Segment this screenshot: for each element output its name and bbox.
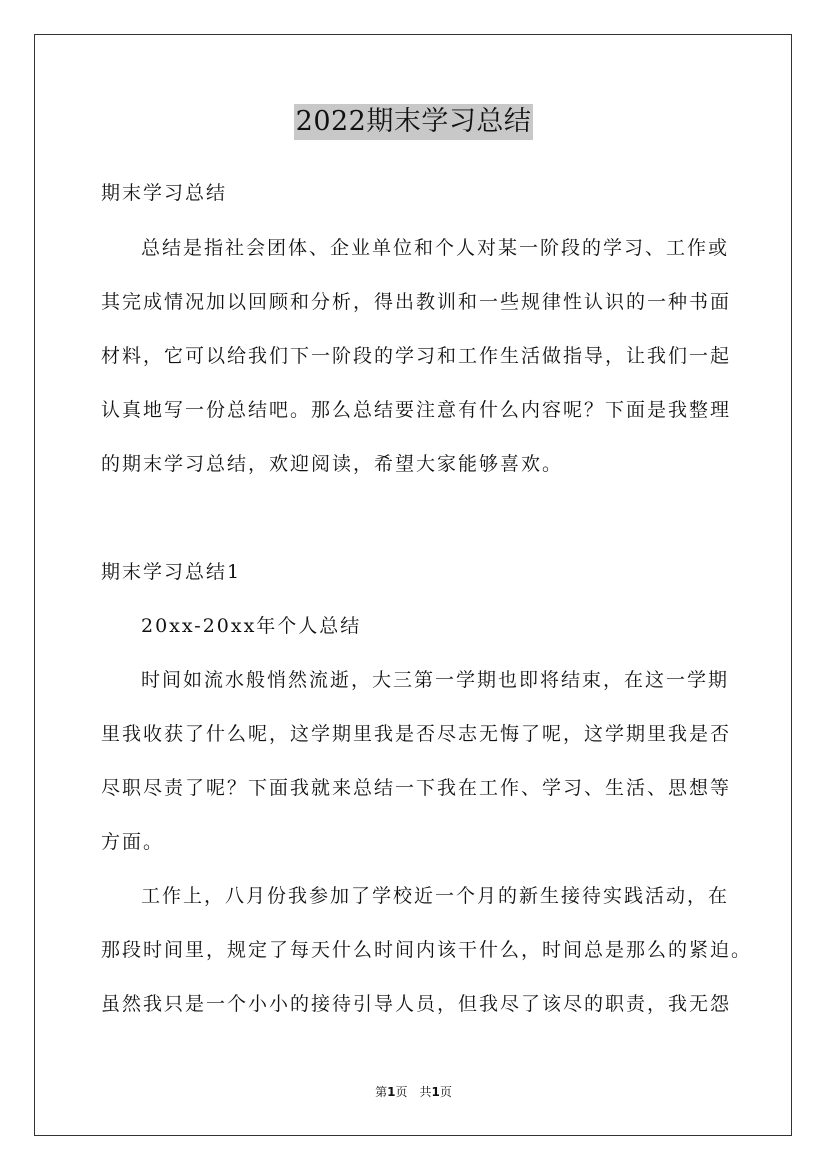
- paragraph-line: 其完成情况加以回顾和分析，得出教训和一些规律性认识的一种书面: [101, 291, 732, 313]
- footer-page-total: 1: [431, 1085, 440, 1099]
- footer-mid: 页 共: [395, 1085, 432, 1099]
- paragraph-line: 里我收获了什么呢，这学期里我是否尽志无悔了呢，这学期里我是否: [101, 723, 732, 745]
- document-title: 2022期末学习总结: [294, 104, 534, 140]
- paragraph-line: 虽然我只是一个小小的接待引导人员，但我尽了该尽的职责，我无怨: [101, 993, 732, 1015]
- paragraph-line: 材料，它可以给我们下一阶段的学习和工作生活做指导，让我们一起: [101, 345, 732, 367]
- footer-suffix: 页: [439, 1085, 452, 1099]
- subheading: 20xx-20xx年个人总结: [141, 615, 362, 637]
- paragraph-line: 工作上，八月份我参加了学校近一个月的新生接待实践活动，在: [141, 885, 730, 907]
- paragraph-line: 那段时间里，规定了每天什么时间内该干什么，时间总是那么的紧迫。: [101, 939, 753, 961]
- paragraph-line: 的期末学习总结，欢迎阅读，希望大家能够喜欢。: [101, 453, 564, 475]
- page-footer: [0, 1084, 827, 1100]
- paragraph-line: 尽职尽责了呢？下面我就来总结一下我在工作、学习、生活、思想等: [101, 777, 732, 799]
- paragraph-line: 方面。: [101, 831, 165, 853]
- section-heading: 期末学习总结: [101, 182, 228, 204]
- paragraph-line: 认真地写一份总结吧。那么总结要注意有什么内容呢？下面是我整理: [101, 399, 732, 421]
- title-container: [0, 104, 827, 140]
- section-heading: 期末学习总结1: [101, 561, 242, 583]
- paragraph-line: 时间如流水般悄然流逝，大三第一学期也即将结束，在这一学期: [141, 669, 730, 691]
- paragraph-line: 总结是指社会团体、企业单位和个人对某一阶段的学习、工作或: [141, 237, 730, 259]
- footer-prefix: 第: [375, 1085, 388, 1099]
- footer-page-current: 1: [387, 1085, 396, 1099]
